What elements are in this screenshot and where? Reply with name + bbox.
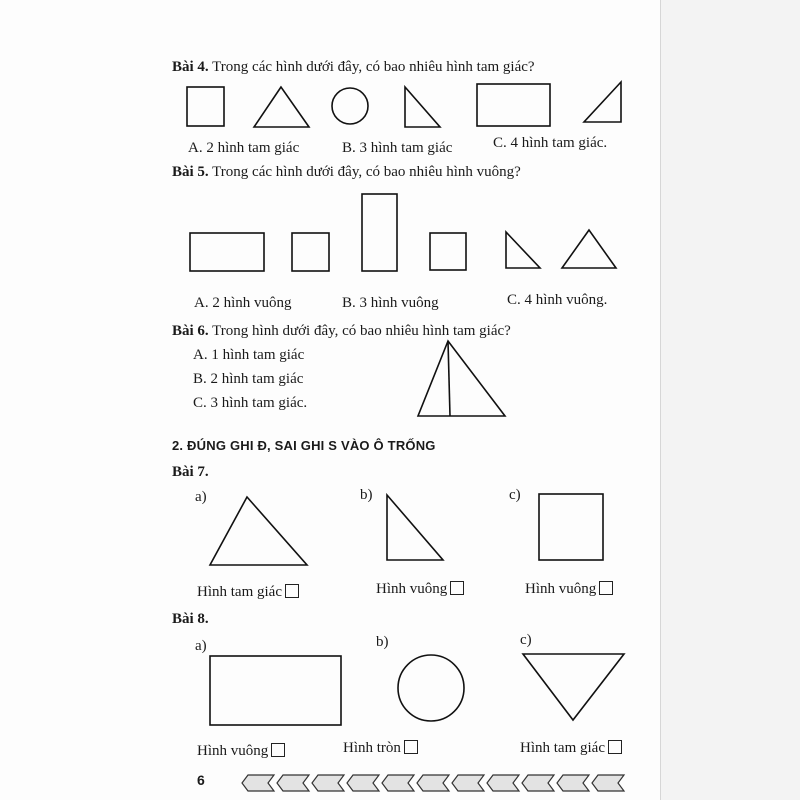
bai8-caption-b — [343, 739, 418, 757]
arrow-chevron-icon — [277, 775, 309, 791]
bai7-part-a-letter: a) — [195, 489, 207, 505]
bai4-label: Bài 4. — [172, 59, 209, 75]
arrow-chevron-icon — [592, 775, 624, 791]
bai7-caption-b-text: Hình vuông — [376, 581, 448, 597]
bai8-part-c-letter: c) — [520, 632, 532, 648]
page-number: 6 — [197, 772, 205, 788]
bai8-caption-c-text: Hình tam giác — [520, 740, 605, 756]
bai6-option-c[interactable]: C. 3 hình tam giác. — [193, 395, 308, 411]
bai4-option-a[interactable]: A. 2 hình tam giác — [188, 140, 300, 156]
bai8-inverted-triangle — [523, 654, 624, 720]
bai8-answer-box-a[interactable] — [271, 743, 285, 757]
bai8-caption-c — [520, 739, 622, 757]
bai6-option-a[interactable]: A. 1 hình tam giác — [193, 347, 305, 363]
arrow-chevron-icon — [522, 775, 554, 791]
bai4-option-b[interactable]: B. 3 hình tam giác — [342, 140, 453, 156]
bai8-caption-b-text: Hình tròn — [343, 740, 401, 756]
bai7-label: Bài 7. — [172, 464, 209, 480]
arrow-chevron-icon — [487, 775, 519, 791]
bai7-caption-c-text: Hình vuông — [525, 581, 597, 597]
bai7-caption-a-text: Hình tam giác — [197, 584, 282, 600]
bai5-option-a[interactable]: A. 2 hình vuông — [194, 295, 292, 311]
footer-arrow-icons — [242, 775, 624, 791]
bai5-question: Trong các hình dưới đây, có bao nhiêu hình vuông? — [212, 164, 521, 180]
bai8-caption-a-text: Hình vuông — [197, 743, 269, 759]
bai8-part-b-letter: b) — [376, 634, 389, 650]
bai5-option-b[interactable]: B. 3 hình vuông — [342, 295, 439, 311]
bai6-question: Trong hình dưới đây, có bao nhiêu hình tam giác? — [212, 323, 511, 339]
bai8-answer-box-c[interactable] — [608, 740, 622, 754]
bai6-option-b[interactable]: B. 2 hình tam giác — [193, 371, 304, 387]
bai8-circle — [398, 655, 464, 721]
bai8-label: Bài 8. — [172, 611, 209, 627]
bai8-part-a-letter: a) — [195, 638, 207, 654]
arrow-chevron-icon — [557, 775, 589, 791]
arrow-chevron-icon — [347, 775, 379, 791]
bai4-option-c[interactable]: C. 4 hình tam giác. — [493, 135, 608, 151]
bai5-label: Bài 5. — [172, 164, 209, 180]
bai5-option-c[interactable]: C. 4 hình vuông. — [507, 292, 608, 308]
footer-arrow-band — [240, 772, 635, 794]
bai8-rectangle — [210, 656, 341, 725]
section2-title: 2. ĐÚNG GHI Đ, SAI GHI S VÀO Ô TRỐNG — [172, 438, 436, 453]
bai8-answer-box-b[interactable] — [404, 740, 418, 754]
bai7-part-c-letter: c) — [509, 487, 521, 503]
arrow-chevron-icon — [417, 775, 449, 791]
bai8-caption-a — [197, 742, 285, 760]
bai4-question: Trong các hình dưới đây, có bao nhiêu hình tam giác? — [212, 59, 535, 75]
bai6-label: Bài 6. — [172, 323, 209, 339]
arrow-chevron-icon — [382, 775, 414, 791]
arrow-chevron-icon — [452, 775, 484, 791]
bai7-part-b-letter: b) — [360, 487, 373, 503]
arrow-chevron-icon — [242, 775, 274, 791]
arrow-chevron-icon — [312, 775, 344, 791]
